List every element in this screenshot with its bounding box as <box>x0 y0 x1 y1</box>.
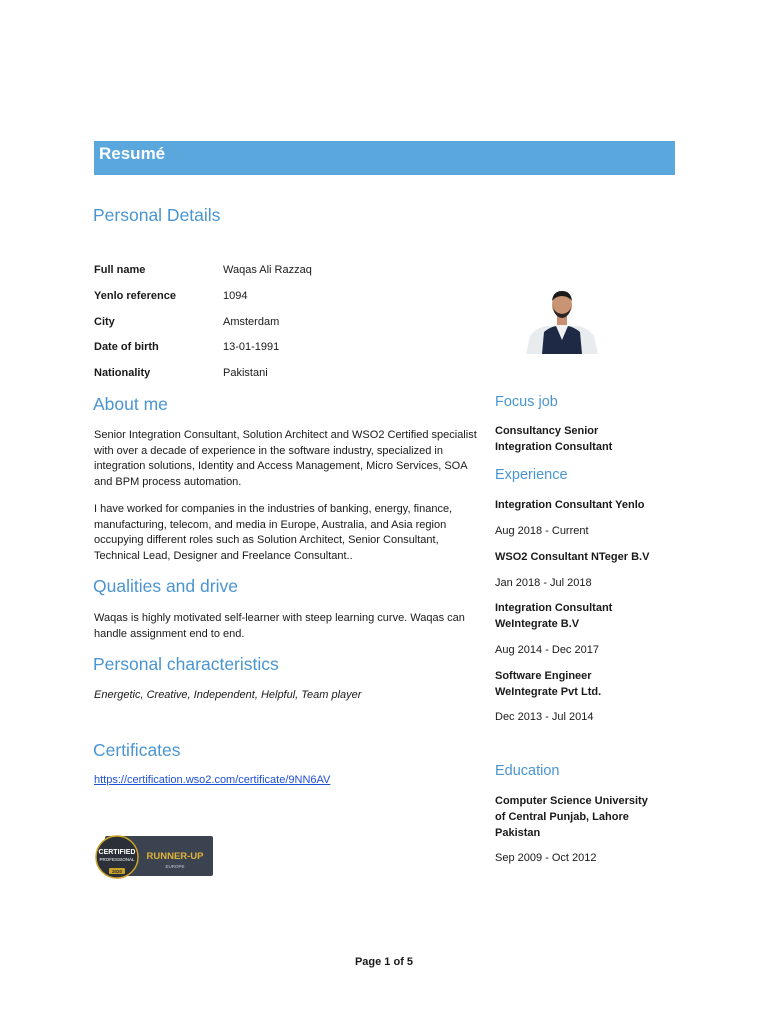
badge-icon <box>95 835 213 879</box>
profile-photo <box>520 286 604 354</box>
experience-title: Integration Consultant Yenlo <box>495 499 645 511</box>
about-me-paragraph-1: Senior Integration Consultant, Solution Architect and WSO2 Certified specialist with over a decade of experience in the software industry, specialized in integration solutions, Identity and Access Management, Micro Services, SOA and BPM process automation. <box>94 429 477 488</box>
experience-period: Aug 2014 - Dec 2017 <box>495 644 599 656</box>
education-line: Computer Science University <box>495 795 648 807</box>
badge-runner-up-text: RUNNER-UP <box>146 851 204 862</box>
education-line: of Central Punjab, Lahore <box>495 811 629 823</box>
banner-title: Resumé <box>99 144 166 163</box>
person-photo-icon <box>520 286 604 354</box>
detail-label: City <box>94 316 115 328</box>
detail-value: Amsterdam <box>223 316 280 328</box>
certified-runner-up-badge <box>95 835 213 879</box>
page-number: Page 1 of 5 <box>354 956 414 968</box>
experience-title: WeIntegrate B.V <box>495 618 580 630</box>
qualities-text: Waqas is highly motivated self-learner with steep learning curve. Waqas can handle assignment end to end. <box>94 612 465 640</box>
personal-characteristics-text: Energetic, Creative, Independent, Helpful, Team player <box>94 689 362 701</box>
personal-characteristics-heading: Personal characteristics <box>93 654 279 674</box>
badge-professional-text: PROFESSIONAL <box>99 857 135 862</box>
experience-title: WeIntegrate Pvt Ltd. <box>495 686 602 698</box>
experience-period: Aug 2018 - Current <box>495 525 589 537</box>
badge-certified-text: CERTIFIED <box>98 849 136 856</box>
personal-details-heading: Personal Details <box>93 205 221 225</box>
detail-label: Yenlo reference <box>94 290 176 302</box>
detail-value: Pakistani <box>223 367 268 379</box>
qualities-heading: Qualities and drive <box>93 576 238 596</box>
education-period: Sep 2009 - Oct 2012 <box>495 852 597 864</box>
experience-period: Dec 2013 - Jul 2014 <box>495 711 594 723</box>
detail-label: Date of birth <box>94 341 159 353</box>
badge-year-text: 2020 <box>111 869 123 874</box>
about-me-paragraph-2: I have worked for companies in the industries of banking, energy, finance, manufacturing, telecom, and media in Europe, Australia, and Asia region occupying different roles such as Solution Architect, Senior Consultant, Technical Lead, Designer and Freelance Consultant.. <box>94 503 453 562</box>
certificates-heading: Certificates <box>93 740 181 760</box>
focus-job-line-2: Integration Consultant <box>495 441 613 453</box>
detail-label: Full name <box>94 264 146 276</box>
resume-banner <box>94 141 675 175</box>
certificate-link[interactable]: https://certification.wso2.com/certificate/9NN6AV <box>94 774 331 786</box>
education-line: Pakistan <box>495 827 541 839</box>
experience-title: Software Engineer <box>495 670 592 682</box>
badge-europe-text: EUROPE <box>165 864 185 869</box>
experience-title: WSO2 Consultant NTeger B.V <box>495 551 650 563</box>
focus-job-line-1: Consultancy Senior <box>495 425 599 437</box>
detail-value: 1094 <box>223 290 248 302</box>
experience-heading: Experience <box>495 467 568 483</box>
detail-value: 13-01-1991 <box>223 341 280 353</box>
focus-job-heading: Focus job <box>495 394 558 410</box>
experience-period: Jan 2018 - Jul 2018 <box>495 577 592 589</box>
about-me-heading: About me <box>93 394 168 414</box>
experience-title: Integration Consultant <box>495 602 613 614</box>
detail-label: Nationality <box>94 367 151 379</box>
detail-value: Waqas Ali Razzaq <box>223 264 312 276</box>
education-heading: Education <box>495 763 560 779</box>
